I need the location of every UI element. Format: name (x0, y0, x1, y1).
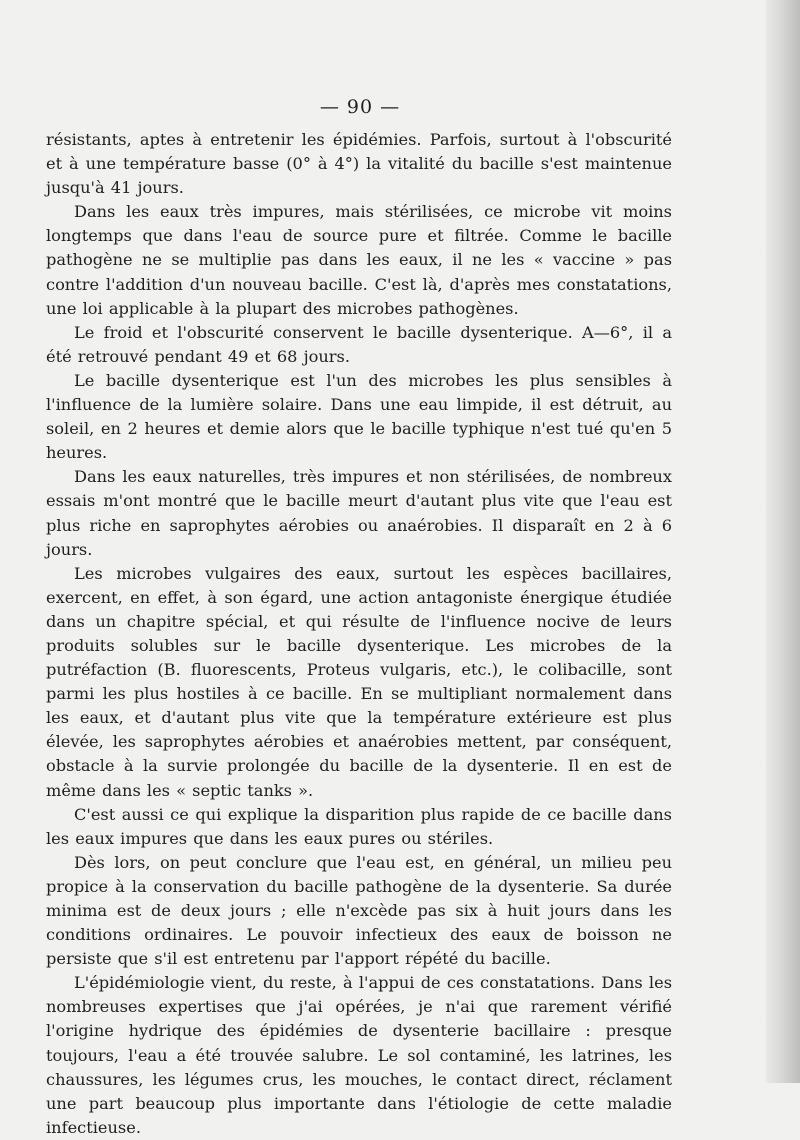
paragraph-4: Le bacille dysenterique est l'un des microbes les plus sensibles à l'influence de la lumière solaire. Dans une eau limpide, il est détruit, au soleil, en 2 heures et demie alors que le bacille typhique n'est tué qu'en 5 heures. (46, 370, 672, 463)
paragraph-7: C'est aussi ce qui explique la disparition plus rapide de ce bacille dans les eaux impures que dans les eaux pures ou stériles. (46, 804, 672, 848)
paragraph-6: Les microbes vulgaires des eaux, surtout les espèces bacillaires, exercent, en effet, à son égard, une action antagoniste énergique étudiée dans un chapitre spécial, et qui résulte de l'influence nocive de leurs produits solubles sur le bacille dysenterique. Les microbes de la putréfaction (B. fluorescents, Proteus vulgaris, etc.), le colibacille, sont parmi les plus hostiles à ce bacille. En se multipliant normalement dans les eaux, et d'autant plus vite que la température extérieure est plus élevée, les saprophytes aérobies et anaérobies mettent, par conséquent, obstacle à la survie prolongée du bacille de la dysenterie. Il en est de même dans les « septic tanks ». (46, 563, 672, 800)
paragraph-1: résistants, aptes à entretenir les épidémies. Parfois, surtout à l'obscurité et à une température basse (0° à 4°) la vitalité du bacille s'est maintenue jusqu'à 41 jours. (46, 130, 672, 198)
page-number: — 90 — (319, 96, 401, 118)
paragraph-9: L'épidémiologie vient, du reste, à l'appui de ces constatations. Dans les nombreuses expertises que j'ai opérées, je n'ai que rarement vérifié l'origine hydrique des épidémies de dysenterie bacillaire : presque toujours, l'eau a été trouvée salubre. Le sol contaminé, les latrines, les chaussures, les légumes crus, les mouches, le contact direct, réclament une part beaucoup plus importante dans l'étiologie de cette maladie infectieuse. (46, 973, 672, 1137)
paragraph-2: Dans les eaux très impures, mais stérilisées, ce microbe vit moins longtemps que dans l'eau de source pure et filtrée. Comme le bacille pathogène ne se multiplie pas dans les eaux, il ne les « vaccine » pas contre l'addition d'un nouveau bacille. C'est là, d'après mes constatations, une loi applicable à la plupart des microbes pathogènes. (46, 202, 672, 318)
paragraph-8: Dès lors, on peut conclure que l'eau est, en général, un milieu peu propice à la conservation du bacille pathogène de la dysenterie. Sa durée minima est de deux jours ; elle n'excède pas six à huit jours dans les conditions ordinaires. Le pouvoir infectieux des eaux de boisson ne persiste que s'il est entretenu par l'apport répété du bacille. (46, 852, 672, 969)
paragraph-3: Le froid et l'obscurité conservent le bacille dysenterique. A—6°, il a été retrouvé pendant 49 et 68 jours. (46, 322, 672, 366)
page-gutter-shadow (766, 0, 800, 1083)
paragraph-5: Dans les eaux naturelles, très impures et non stérilisées, de nombreux essais m'ont montré que le bacille meurt d'autant plus vite que l'eau est plus riche en saprophytes aérobies ou anaérobies. Il disparaît en 2 à 6 jours. (46, 467, 672, 559)
body-text (46, 128, 672, 1140)
